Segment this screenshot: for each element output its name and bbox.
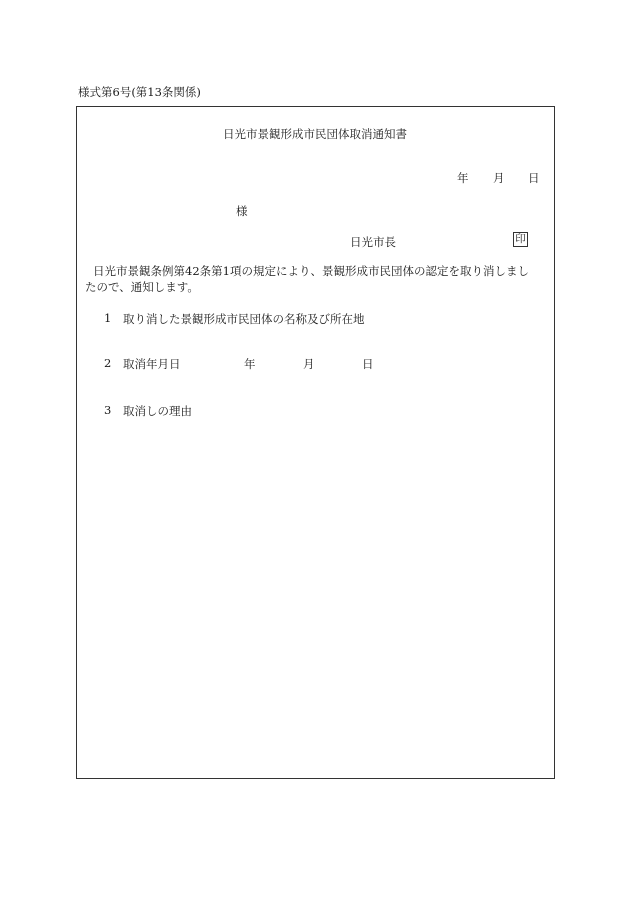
header-date-day: 日 xyxy=(528,171,540,185)
item-2-day: 日 xyxy=(362,357,374,371)
item-3-label: 取消しの理由 xyxy=(123,404,192,418)
header-date-month: 月 xyxy=(493,171,505,185)
header-date-year: 年 xyxy=(457,171,469,185)
form-number-label: 様式第6号(第13条関係) xyxy=(78,85,201,99)
item-1-label: 取り消した景観形成市民団体の名称及び所在地 xyxy=(123,312,365,326)
item-2-month: 月 xyxy=(303,357,315,371)
item-2-number: 2 xyxy=(104,356,112,370)
issuer-name: 日光市長 xyxy=(350,235,396,249)
addressee-suffix: 様 xyxy=(236,204,248,218)
seal-mark: 印 xyxy=(513,232,528,247)
item-2-year: 年 xyxy=(244,357,256,371)
notice-body-line-1: 日光市景観条例第42条第1項の規定により、景観形成市民団体の認定を取り消しまし xyxy=(93,264,529,278)
notice-body xyxy=(85,263,553,295)
notice-body-line-2: たので、通知します。 xyxy=(85,280,199,294)
item-2-label: 取消年月日 xyxy=(123,357,181,371)
document-title: 日光市景観形成市民団体取消通知書 xyxy=(223,127,407,141)
item-1-number: 1 xyxy=(104,311,112,325)
item-3-number: 3 xyxy=(104,403,112,417)
form-frame xyxy=(76,106,555,779)
